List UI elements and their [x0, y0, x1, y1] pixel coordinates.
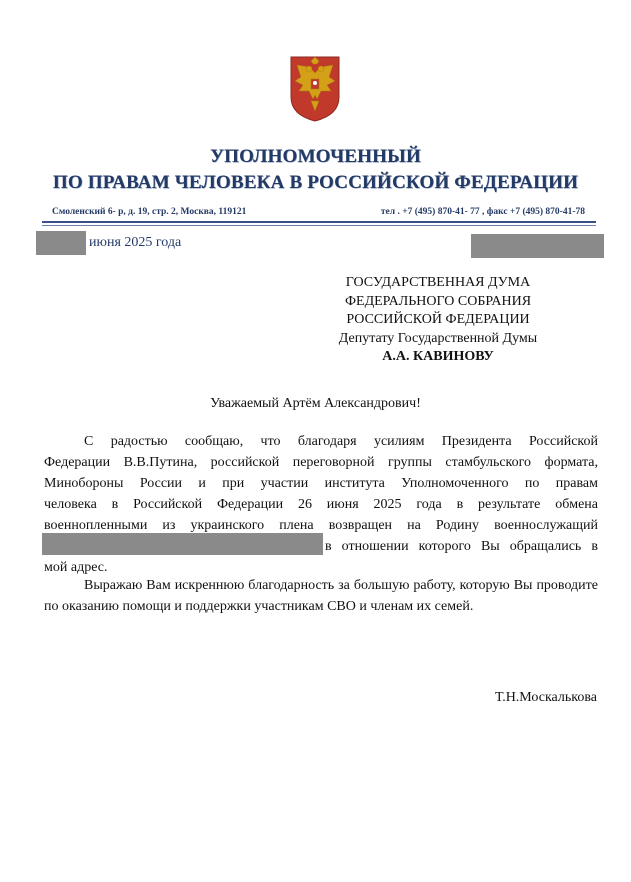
addressee-block [318, 274, 558, 367]
body-line: Минобороны России и при участии института Уполномоченного по правам [44, 476, 598, 491]
redacted-soldier-name [42, 533, 323, 555]
body-line: С радостью сообщаю, что благодаря усилиям Президента Российской [84, 434, 598, 449]
addressee-line4: Депутату Государственной Думы [338, 330, 538, 346]
org-title-line1: УПОЛНОМОЧЕННЫЙ [210, 146, 421, 167]
addressee-line1: ГОСУДАРСТВЕННАЯ ДУМА [345, 275, 531, 290]
addressee-line3: РОССИЙСКОЙ ФЕДЕРАЦИИ [346, 312, 530, 327]
addressee-name: А.А. КАВИНОВУ [382, 349, 494, 364]
body-line: военнопленными из украинского плена возвращен на Родину военнослужащий [44, 518, 598, 533]
org-title-line2: ПО ПРАВАМ ЧЕЛОВЕКА В РОССИЙСКОЙ ФЕДЕРАЦИИ [52, 172, 579, 193]
redacted-registration-number [471, 234, 604, 258]
body-line: в отношении которого Вы обращались в [325, 539, 598, 554]
russian-coat-of-arms-icon [289, 55, 341, 123]
body-paragraph-2: Выражаю Вам искреннюю благодарность за большую работу, которую Вы проводите по оказанию помощи и поддержки участникам СВО и членам их семей. [44, 578, 598, 614]
body-line: мой адрес. [44, 560, 108, 575]
org-address: Смоленский 6- р, д. 19, стр. 2, Москва, 119121 [52, 207, 247, 217]
header-divider [42, 221, 596, 223]
letter-date: июня 2025 года [89, 235, 182, 250]
org-phones: тел . +7 (495) 870-41- 77 , факс +7 (495) 870-41-78 [380, 207, 585, 217]
header-divider-thin [42, 225, 596, 226]
addressee-line2: ФЕДЕРАЛЬНОГО СОБРАНИЯ [344, 293, 532, 309]
body-line: Федерации В.В.Путина, российской переговорной группы стамбульского формата, [44, 455, 598, 470]
greeting: Уважаемый Артём Александрович! [210, 396, 421, 411]
body-line: человека в Российской Федерации 26 июня 2025 года в результате обмена [44, 497, 598, 512]
signature: Т.Н.Москалькова [495, 690, 597, 705]
redacted-date-day [36, 231, 86, 255]
